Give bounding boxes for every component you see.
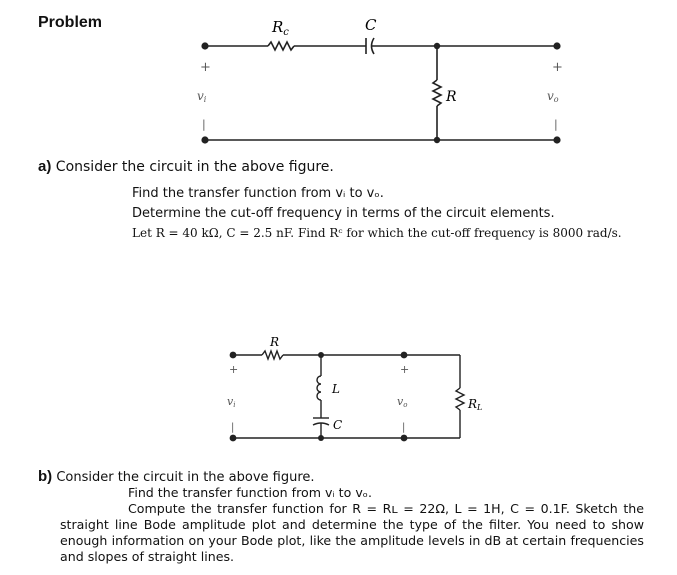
part-b-line-1: Find the transfer function from vᵢ to vₒ. bbox=[128, 485, 372, 500]
part-b-intro: b) Consider the circuit in the above figure. bbox=[38, 468, 315, 485]
c2-terminal-in-top bbox=[230, 352, 237, 359]
part-b-paragraph: Compute the transfer function for R = Rʟ = 22Ω, L = 1H, C = 0.1F. Sketch the straight line Bode amplitude plot and determine the type of the filter. You need to show enough information on your Bode plot, like the amplitude levels in dB at certain frequencies and slopes of straight lines. bbox=[60, 501, 644, 564]
terminal-out-bottom bbox=[553, 136, 560, 143]
terminal-in-bottom bbox=[201, 136, 208, 143]
label-vi: vi bbox=[197, 89, 207, 104]
part-a-line-1: Find the transfer function from vᵢ to vₒ. bbox=[132, 186, 384, 201]
minus-out: | bbox=[554, 118, 558, 131]
c2-node-top-1 bbox=[318, 352, 324, 358]
c2-terminal-out-bottom bbox=[401, 435, 408, 442]
part-a-line-2: Determine the cut-off frequency in terms of the circuit elements. bbox=[132, 206, 555, 221]
c2-label-l: L bbox=[332, 382, 340, 396]
plus-out: + bbox=[552, 60, 563, 75]
c2-minus-in: | bbox=[231, 422, 235, 433]
circuit-1-diagram bbox=[0, 0, 677, 160]
c2-terminal-in-bottom bbox=[230, 435, 237, 442]
label-c: C bbox=[365, 16, 377, 34]
part-a-line-3: Let R = 40 kΩ, C = 2.5 nF. Find Rᶜ for which the cut-off frequency is 8000 rad/s. bbox=[132, 226, 622, 240]
part-a-label: a) bbox=[38, 158, 52, 175]
c2-plus-out: + bbox=[400, 363, 410, 376]
c2-label-c: C bbox=[333, 418, 343, 432]
c2-label-vo: vo bbox=[397, 395, 408, 409]
part-a-intro: a) Consider the circuit in the above figure. bbox=[38, 158, 334, 175]
c2-minus-out: | bbox=[402, 422, 406, 433]
problem-title: Problem bbox=[38, 14, 103, 31]
c2-label-vi: vi bbox=[227, 395, 236, 409]
label-r: R bbox=[446, 89, 457, 105]
c2-label-r: R bbox=[270, 335, 280, 349]
terminal-out-top bbox=[553, 42, 560, 49]
c2-label-rl: RL bbox=[468, 397, 483, 412]
label-rc: $R_c$ bbox=[272, 18, 289, 38]
c2-plus-in: + bbox=[229, 363, 239, 376]
node-junction-top bbox=[434, 43, 440, 49]
terminal-in-top bbox=[201, 42, 208, 49]
node-junction-bottom bbox=[434, 137, 440, 143]
minus-in: | bbox=[202, 118, 206, 131]
c2-terminal-out-top bbox=[401, 352, 408, 359]
plus-in: + bbox=[200, 60, 211, 75]
circuit-2-diagram bbox=[0, 330, 677, 470]
part-b-label: b) bbox=[38, 468, 53, 485]
label-vo: vo bbox=[547, 89, 559, 104]
c2-node-bottom-1 bbox=[318, 435, 324, 441]
